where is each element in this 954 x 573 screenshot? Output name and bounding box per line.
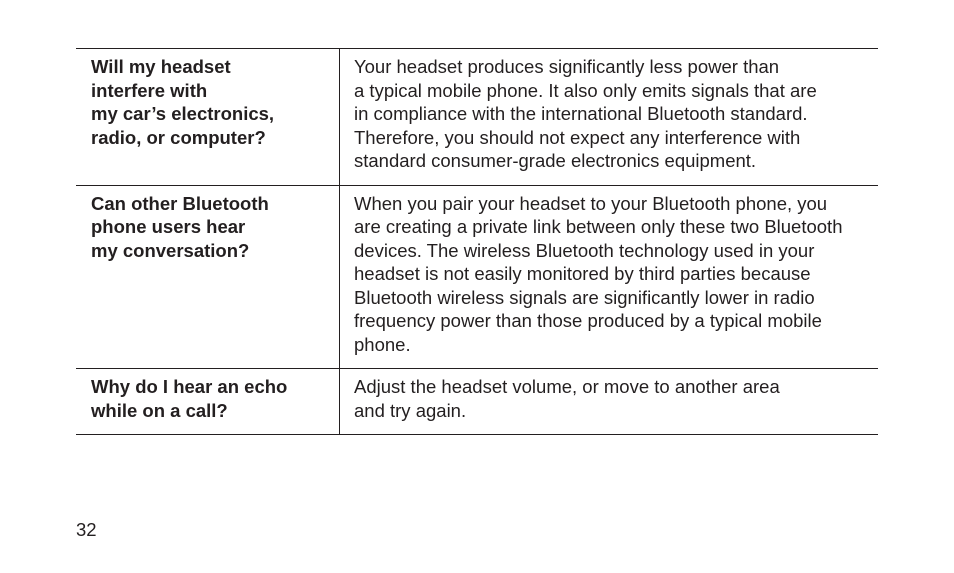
page-number: 32 xyxy=(76,519,97,540)
faq-answer: Adjust the headset volume, or move to another area and try again. xyxy=(354,376,780,421)
faq-question: Will my headset interfere with my car’s electronics, radio, or computer? xyxy=(76,49,340,186)
faq-answer: When you pair your headset to your Bluetooth phone, you are creating a private link between only these two Bluetooth devices. The wireless Bluetooth technology used in your headset is not easily monitored by third parties because Bluetooth wireless signals are significantly lower in radio frequency power than those produced by a typical mobile phone. xyxy=(354,192,843,355)
faq-row xyxy=(76,369,878,435)
faq-row xyxy=(76,49,878,186)
faq-table xyxy=(76,48,878,435)
faq-question: Can other Bluetooth phone users hear my conversation? xyxy=(76,185,340,369)
faq-answer: Your headset produces significantly less power than a typical mobile phone. It also only emits signals that are in compliance with the international Bluetooth standard. Therefore, you should not expect any interference with standard consumer-grade electronics equipment. xyxy=(354,56,817,171)
faq-row xyxy=(76,185,878,369)
faq-question: Why do I hear an echo while on a call? xyxy=(76,369,340,435)
